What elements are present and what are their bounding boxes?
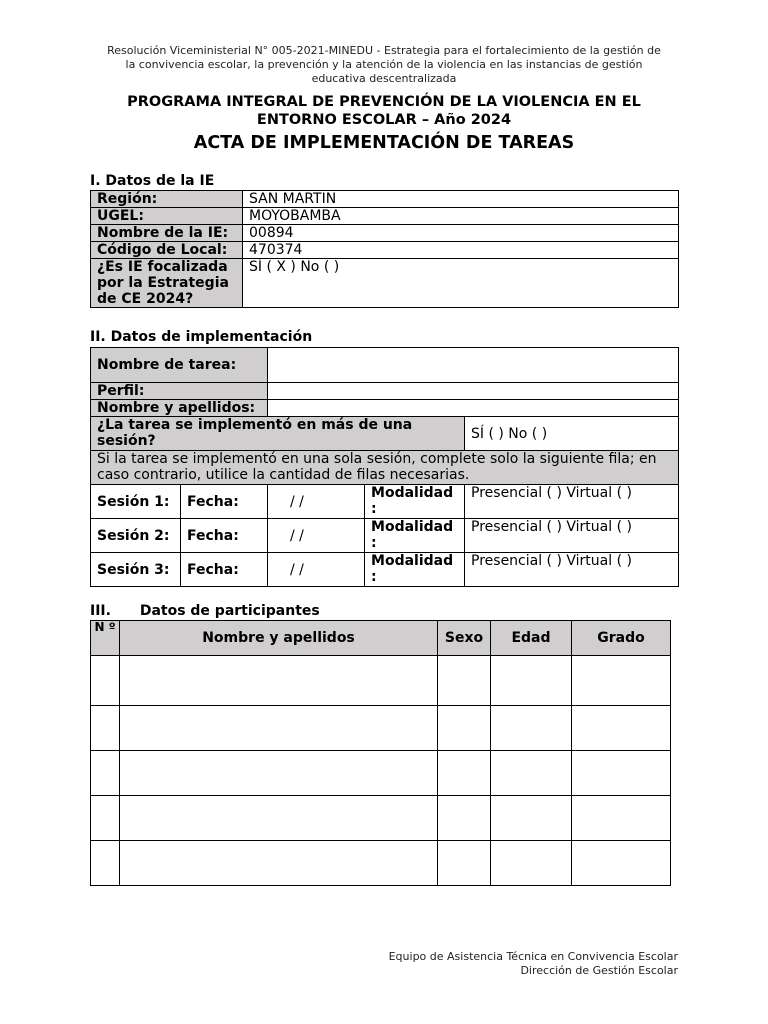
program-title-line-2: ENTORNO ESCOLAR – Año 2024 — [256, 112, 512, 128]
program-title — [90, 93, 678, 129]
date-field[interactable]: / / — [268, 553, 365, 587]
section-1-heading: I. Datos de la IE — [90, 173, 215, 189]
col-number-header: N º — [91, 621, 120, 656]
multi-session-question: ¿La tarea se implementó en más de una sesión? — [91, 417, 465, 451]
session-row — [91, 519, 679, 553]
local-code-label: Código de Local: — [91, 242, 243, 259]
cell-name[interactable] — [120, 751, 438, 796]
profile-field[interactable] — [268, 383, 679, 400]
ugel-label: UGEL: — [91, 208, 243, 225]
focalizada-value: SÍ ( X ) No ( ) — [243, 259, 679, 308]
cell-grade[interactable] — [572, 656, 671, 706]
modality-label: Modalidad : — [365, 485, 465, 519]
resolution-line-3: educativa descentralizada — [311, 72, 457, 85]
session-2-label: Sesión 2: — [91, 519, 181, 553]
ie-data-table — [90, 190, 679, 308]
task-name-label: Nombre de tarea: — [91, 348, 268, 383]
task-name-field[interactable] — [268, 348, 679, 383]
cell-grade[interactable] — [572, 841, 671, 886]
cell-sex[interactable] — [438, 751, 491, 796]
table-row — [91, 751, 671, 796]
modality-options[interactable]: Presencial ( ) Virtual ( ) — [465, 519, 679, 553]
session-row — [91, 485, 679, 519]
cell-number[interactable] — [91, 751, 120, 796]
footer-line-1: Equipo de Asistencia Técnica en Convivencia Escolar — [388, 950, 678, 963]
region-label: Región: — [91, 191, 243, 208]
cell-number[interactable] — [91, 706, 120, 751]
section-3-number: III. — [90, 603, 111, 619]
cell-age[interactable] — [491, 706, 572, 751]
local-code-value: 470374 — [243, 242, 679, 259]
resolution-line-1: Resolución Viceministerial N° 005-2021-MINEDU - Estrategia para el fortalecimiento de la gestión de — [107, 44, 661, 57]
session-instruction-note: Si la tarea se implementó en una sola sesión, complete solo la siguiente fila; en caso contrario, utilice la cantidad de filas necesarias. — [91, 451, 679, 485]
table-row — [91, 706, 671, 751]
cell-sex[interactable] — [438, 706, 491, 751]
table-row — [91, 796, 671, 841]
focalizada-label: ¿Es IE focalizada por la Estrategia de CE 2024? — [91, 259, 243, 308]
resolution-line-2: la convivencia escolar, la prevención y la atención de la violencia en las instancias de gestión — [125, 58, 643, 71]
resolution-header — [90, 44, 678, 86]
acta-title: ACTA DE IMPLEMENTACIÓN DE TAREAS — [193, 133, 575, 153]
ie-name-label: Nombre de la IE: — [91, 225, 243, 242]
col-age-header: Edad — [491, 621, 572, 656]
session-1-label: Sesión 1: — [91, 485, 181, 519]
date-label: Fecha: — [181, 553, 268, 587]
table-row — [91, 656, 671, 706]
program-title-line-1: PROGRAMA INTEGRAL DE PREVENCIÓN DE LA VIOLENCIA EN EL — [127, 94, 641, 110]
cell-number[interactable] — [91, 796, 120, 841]
cell-sex[interactable] — [438, 656, 491, 706]
cell-name[interactable] — [120, 796, 438, 841]
cell-age[interactable] — [491, 841, 572, 886]
section-2-heading: II. Datos de implementación — [90, 329, 313, 345]
region-value: SAN MARTIN — [243, 191, 679, 208]
implementation-table — [90, 347, 679, 587]
section-3-title: Datos de participantes — [139, 603, 320, 619]
session-row — [91, 553, 679, 587]
cell-age[interactable] — [491, 751, 572, 796]
cell-grade[interactable] — [572, 796, 671, 841]
date-label: Fecha: — [181, 519, 268, 553]
ie-name-value: 00894 — [243, 225, 679, 242]
cell-name[interactable] — [120, 841, 438, 886]
date-field[interactable]: / / — [268, 519, 365, 553]
cell-age[interactable] — [491, 656, 572, 706]
col-name-header: Nombre y apellidos — [120, 621, 438, 656]
modality-options[interactable]: Presencial ( ) Virtual ( ) — [465, 485, 679, 519]
cell-age[interactable] — [491, 796, 572, 841]
modality-options[interactable]: Presencial ( ) Virtual ( ) — [465, 553, 679, 587]
cell-number[interactable] — [91, 656, 120, 706]
multi-session-answer[interactable]: SÍ ( ) No ( ) — [465, 417, 679, 451]
cell-sex[interactable] — [438, 841, 491, 886]
cell-name[interactable] — [120, 706, 438, 751]
date-field[interactable]: / / — [268, 485, 365, 519]
col-sex-header: Sexo — [438, 621, 491, 656]
session-3-label: Sesión 3: — [91, 553, 181, 587]
cell-grade[interactable] — [572, 706, 671, 751]
cell-grade[interactable] — [572, 751, 671, 796]
cell-sex[interactable] — [438, 796, 491, 841]
col-grade-header: Grado — [572, 621, 671, 656]
cell-name[interactable] — [120, 656, 438, 706]
table-row — [91, 841, 671, 886]
footer — [389, 950, 678, 978]
modality-label: Modalidad : — [365, 519, 465, 553]
section-3-heading — [90, 602, 320, 620]
footer-line-2: Dirección de Gestión Escolar — [520, 964, 678, 977]
cell-number[interactable] — [91, 841, 120, 886]
profile-label: Perfil: — [91, 383, 268, 400]
full-name-field[interactable] — [268, 400, 679, 417]
modality-label: Modalidad : — [365, 553, 465, 587]
full-name-label: Nombre y apellidos: — [91, 400, 268, 417]
ugel-value: MOYOBAMBA — [243, 208, 679, 225]
participants-table — [90, 620, 671, 886]
date-label: Fecha: — [181, 485, 268, 519]
